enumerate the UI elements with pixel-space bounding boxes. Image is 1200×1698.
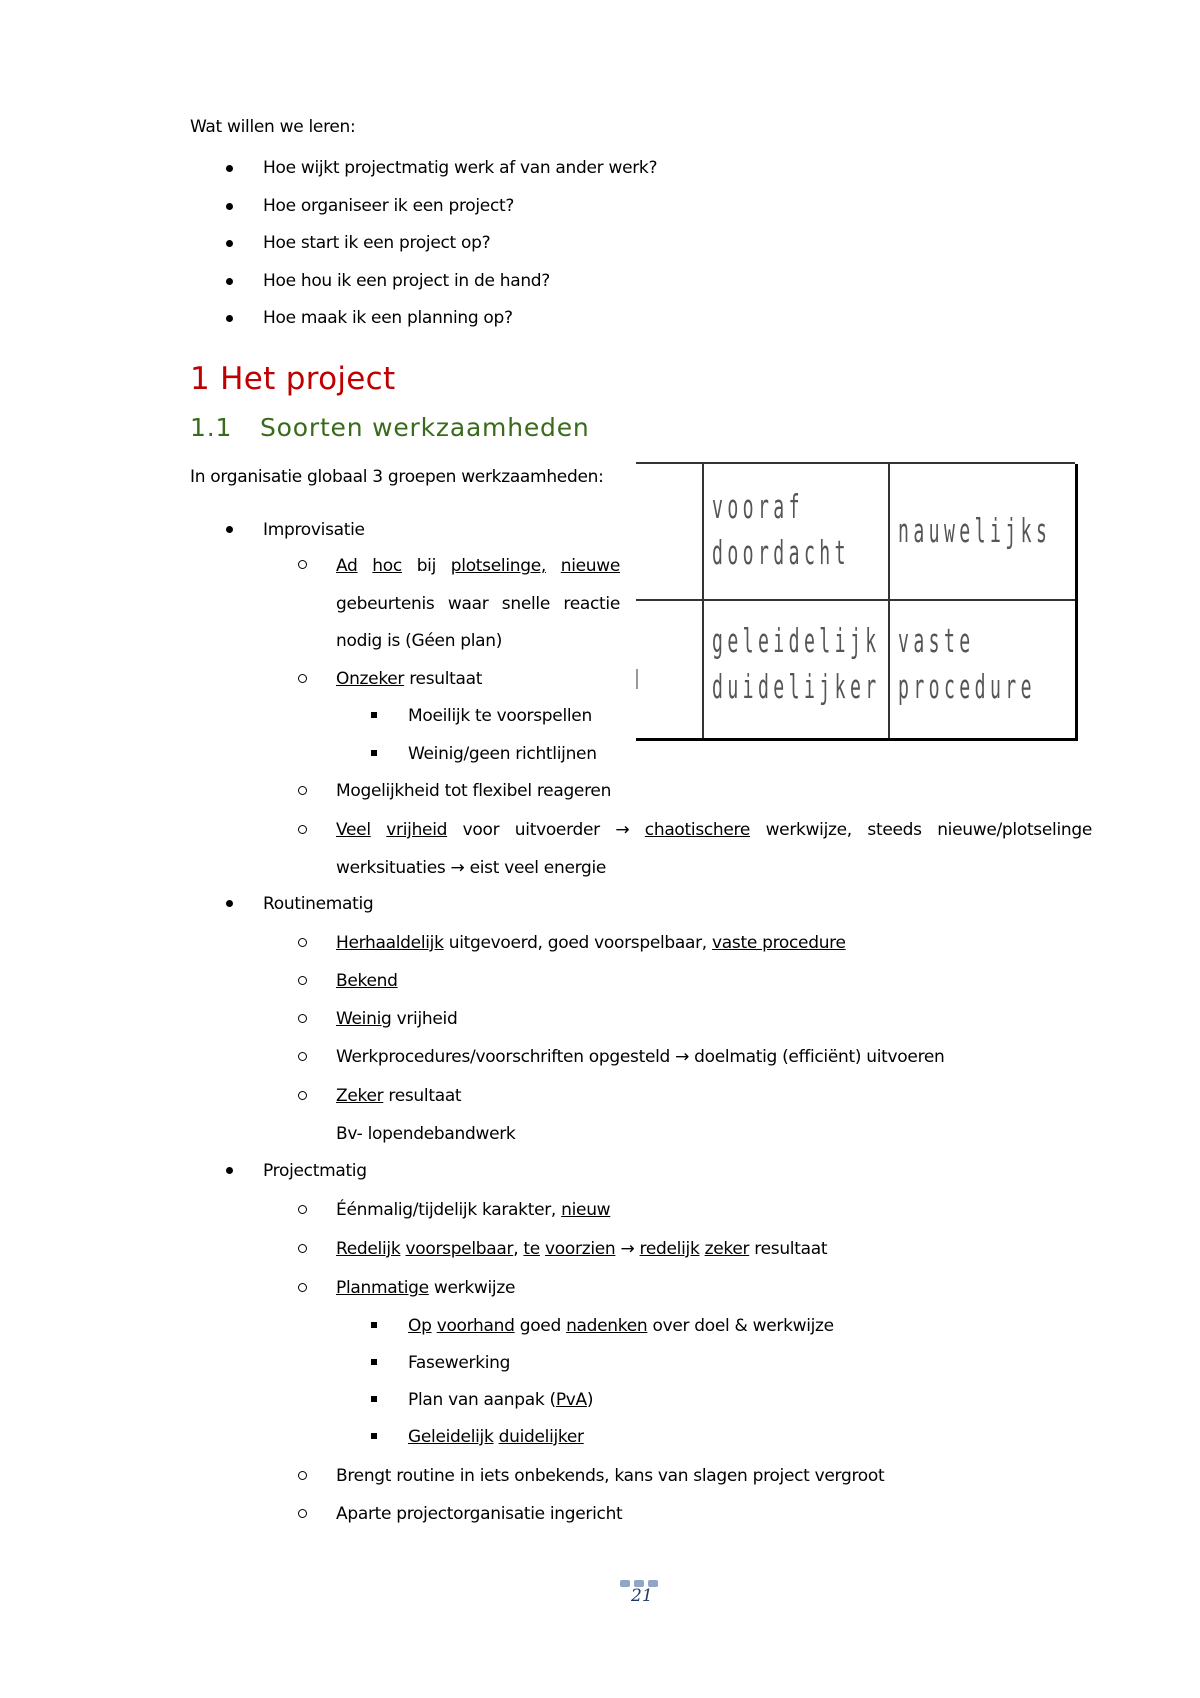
bullet-icon bbox=[226, 315, 233, 322]
list-item: Weinig vrijheid bbox=[336, 1009, 458, 1029]
example-text: Bv- lopendebandwerk bbox=[336, 1124, 516, 1144]
bullet-icon bbox=[226, 526, 233, 533]
square-bullet-icon bbox=[371, 1322, 377, 1328]
circle-bullet-icon bbox=[298, 1244, 307, 1253]
list-item-continuation: werksituaties → eist veel energie bbox=[336, 858, 607, 878]
bullet-icon bbox=[226, 240, 233, 247]
bullet-icon bbox=[226, 278, 233, 285]
circle-bullet-icon bbox=[298, 1052, 307, 1061]
list-item-continuation: nodig is (Géen plan) bbox=[336, 631, 503, 651]
circle-bullet-icon bbox=[298, 1283, 307, 1292]
matrix-shadow-bottom bbox=[636, 738, 1078, 741]
bullet-icon bbox=[226, 900, 233, 907]
matrix-cell-text: vooraf bbox=[712, 487, 804, 526]
section-number: 1.1 bbox=[190, 413, 233, 442]
section-heading bbox=[190, 413, 590, 442]
list-item: Onzeker resultaat bbox=[336, 669, 483, 689]
matrix-divider-v2 bbox=[888, 462, 890, 738]
list-item: Op voorhand goed nadenken over doel & werkwijze bbox=[408, 1316, 834, 1336]
square-bullet-icon bbox=[371, 712, 377, 718]
list-item-projectmatig: Projectmatig bbox=[263, 1161, 367, 1181]
circle-bullet-icon bbox=[298, 1205, 307, 1214]
square-bullet-icon bbox=[371, 750, 377, 756]
circle-bullet-icon bbox=[298, 1014, 307, 1023]
list-item: Fasewerking bbox=[408, 1353, 511, 1373]
circle-bullet-icon bbox=[298, 560, 307, 569]
chapter-heading: 1 Het project bbox=[190, 361, 396, 397]
work-type-matrix bbox=[636, 462, 1078, 741]
list-item: Aparte projectorganisatie ingericht bbox=[336, 1504, 623, 1524]
section-title: Soorten werkzaamheden bbox=[260, 413, 590, 442]
list-item: Hoe hou ik een project in de hand? bbox=[190, 269, 1090, 307]
list-item: Herhaaldelijk uitgevoerd, goed voorspelbaar, vaste procedure bbox=[336, 933, 846, 953]
list-item: Moeilijk te voorspellen bbox=[408, 706, 592, 726]
page-number: 21 bbox=[631, 1586, 653, 1606]
list-item: Hoe organiseer ik een project? bbox=[190, 194, 1090, 232]
matrix-shadow-right bbox=[1075, 464, 1078, 741]
list-item: Mogelijkheid tot flexibel reageren bbox=[336, 781, 612, 801]
list-item: Bekend bbox=[336, 971, 398, 991]
list-item: Éénmalig/tijdelijk karakter, nieuw bbox=[336, 1200, 611, 1220]
list-item: Veel vrijheid voor uitvoerder → chaotischere werkwijze, steeds nieuwe/plotselinge bbox=[336, 820, 1092, 840]
square-bullet-icon bbox=[371, 1359, 377, 1365]
matrix-divider-v1 bbox=[702, 462, 704, 738]
circle-bullet-icon bbox=[298, 1509, 307, 1518]
list-item: Hoe start ik een project op? bbox=[190, 231, 1090, 269]
matrix-cell-text: nauwelijks bbox=[898, 511, 1052, 550]
list-item: Planmatige werkwijze bbox=[336, 1278, 516, 1298]
circle-bullet-icon bbox=[298, 825, 307, 834]
list-item: Ad hoc bij plotselinge, nieuwe bbox=[336, 556, 621, 576]
matrix-cell-text: vaste bbox=[898, 621, 975, 660]
square-bullet-icon bbox=[371, 1396, 377, 1402]
lead-text: In organisatie globaal 3 groepen werkzaamheden: bbox=[190, 467, 604, 487]
matrix-cell-text: doordacht bbox=[712, 533, 850, 572]
list-item: Plan van aanpak (PvA) bbox=[408, 1390, 594, 1410]
circle-bullet-icon bbox=[298, 674, 307, 683]
list-item: Zeker resultaat bbox=[336, 1086, 462, 1106]
list-item: Redelijk voorspelbaar, te voorzien → redelijk zeker resultaat bbox=[336, 1239, 828, 1259]
list-item-continuation: gebeurtenis waar snelle reactie bbox=[336, 594, 620, 614]
circle-bullet-icon bbox=[298, 976, 307, 985]
list-item: Werkprocedures/voorschriften opgesteld → doelmatig (efficiënt) uitvoeren bbox=[336, 1047, 945, 1067]
intro-heading: Wat willen we leren: bbox=[190, 117, 356, 137]
list-item: Hoe wijkt projectmatig werk af van ander werk? bbox=[190, 156, 1090, 194]
bullet-icon bbox=[226, 165, 233, 172]
list-item: Weinig/geen richtlijnen bbox=[408, 744, 597, 764]
circle-bullet-icon bbox=[298, 1471, 307, 1480]
list-item: Brengt routine in iets onbekends, kans van slagen project vergroot bbox=[336, 1466, 885, 1486]
list-item-improvisatie: Improvisatie bbox=[263, 520, 365, 540]
intro-question-list bbox=[190, 156, 1090, 344]
matrix-left-stub bbox=[636, 669, 638, 689]
circle-bullet-icon bbox=[298, 786, 307, 795]
list-item: Hoe maak ik een planning op? bbox=[190, 306, 1090, 344]
list-item: Geleidelijk duidelijker bbox=[408, 1427, 584, 1447]
matrix-cell-text: duidelijker bbox=[712, 667, 881, 706]
square-bullet-icon bbox=[371, 1433, 377, 1439]
circle-bullet-icon bbox=[298, 1091, 307, 1100]
list-item-routinematig: Routinematig bbox=[263, 894, 374, 914]
matrix-cell-text: geleidelijk bbox=[712, 621, 881, 660]
circle-bullet-icon bbox=[298, 938, 307, 947]
bullet-icon bbox=[226, 203, 233, 210]
bullet-icon bbox=[226, 1167, 233, 1174]
matrix-cell-text: procedure bbox=[898, 667, 1036, 706]
